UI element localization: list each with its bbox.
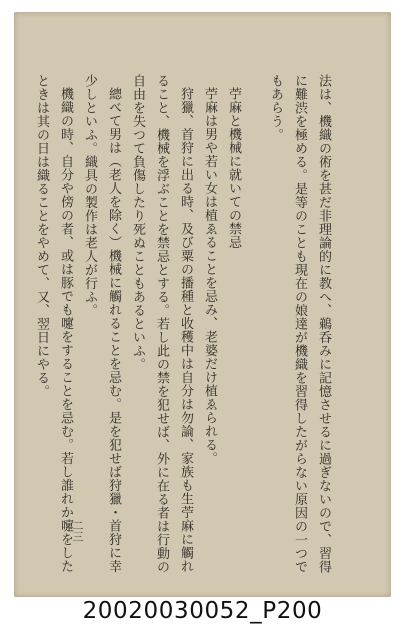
text-line: 少しといふ。織具の製作は老人が行ふ。 xyxy=(82,74,97,317)
text-line: もあらう。 xyxy=(268,74,283,142)
text-line: 法は、機織の術を甚だ非理論的に教へ、鵜呑みに記憶させるに過ぎないので、習得 xyxy=(316,74,331,574)
text-line: 自由を失つて負傷したり死ぬこともあるといふ。 xyxy=(130,74,145,371)
text-line-blank xyxy=(247,74,261,536)
text-line: ること、機械を浮ぶことを禁忌とする。若し此の禁を犯せば、外に在る者は行動の xyxy=(154,74,169,574)
page-number: 二三 xyxy=(71,520,84,542)
text-line: 苧麻は男や若い女は植ゑることを忌み、老婆だけ植ゑられる。 xyxy=(202,87,217,465)
text-line: に難渋を極める。是等のことも現在の娘達が機織を習得したがらない原因の一つで xyxy=(292,74,307,574)
section-heading: 苧麻と機械に就いての禁忌 xyxy=(226,87,241,249)
text-line: 狩獵、首狩に出る時、及び粟の播種と收穫中は自分は勿論、家族も生苧麻に觸れ xyxy=(178,87,193,573)
book-page xyxy=(14,12,391,597)
image-id-caption: 20020030052_P200 xyxy=(82,598,323,624)
vertical-text-block xyxy=(31,74,333,574)
text-line: 機織の時、自分や傍の者、或は豚でも嚔をすることを忌む。若し誰れか嚔をした xyxy=(58,87,73,573)
text-line: ときは其の日は織ることをやめて、又、翌日にやる。 xyxy=(34,74,49,398)
text-line: 總べて男は（老人を除く）機械に觸れることを忌む。是を犯せば狩獵・首狩に幸 xyxy=(106,87,121,573)
